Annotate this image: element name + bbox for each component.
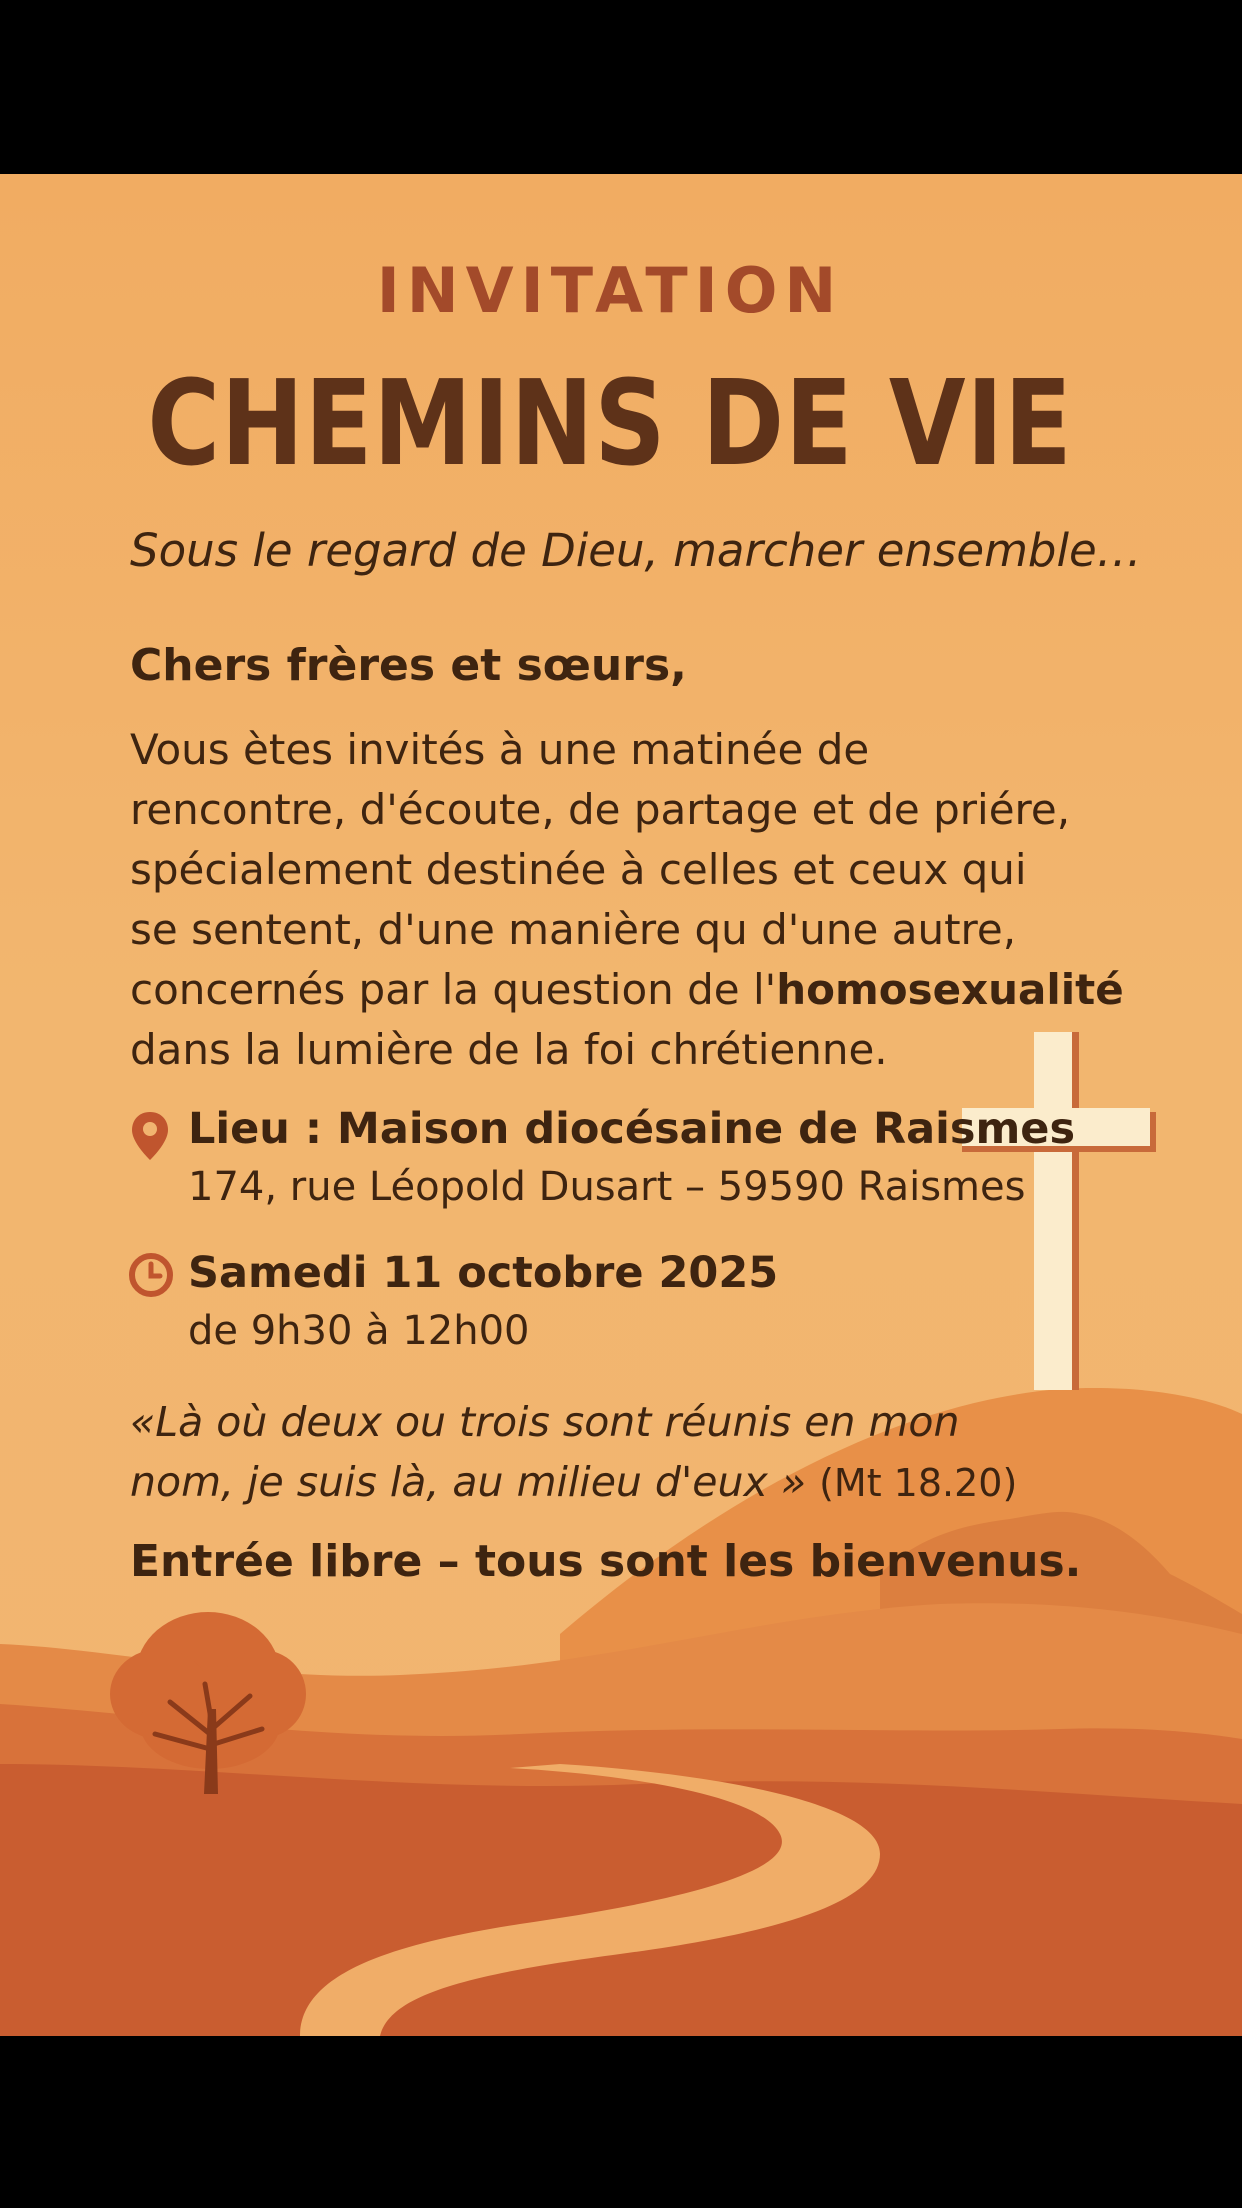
clock-icon <box>128 1252 174 1298</box>
event-time: de 9h30 à 12h00 <box>188 1308 530 1354</box>
welcome-note: Entrée libre – tous sont les bienvenus. <box>130 1536 1082 1587</box>
invitation-poster <box>0 174 1242 2036</box>
emphasis-word: homosexualité <box>776 965 1124 1014</box>
greeting: Chers frères et sœurs, <box>130 640 687 691</box>
subtitle: Sous le regard de Dieu, marcher ensemble… <box>130 524 1142 577</box>
body-line-emphasis <box>130 960 1124 1020</box>
cross-icon <box>962 1032 1156 1390</box>
map-pin-icon <box>130 1110 170 1162</box>
letterbox-bottom <box>0 2036 1242 2208</box>
location-address: 174, rue Léopold Dusart – 59590 Raismes <box>188 1164 1026 1210</box>
quote-line: «Là où deux ou trois sont réunis en mon <box>130 1398 960 1446</box>
body-line: rencontre, d'écoute, de partage et de priére, <box>130 785 1071 834</box>
body-line: Vous ètes invités à une matinée de <box>130 725 870 774</box>
location-title: Lieu : Maison diocésaine de Raismes <box>188 1104 1076 1154</box>
bible-quote <box>130 1392 1017 1513</box>
letterbox-top <box>0 0 1242 174</box>
body-line: se sentent, d'une manière qu d'une autre, <box>130 905 1017 954</box>
quote-reference: (Mt 18.20) <box>819 1461 1018 1505</box>
quote-line <box>130 1452 1017 1513</box>
invitation-text <box>130 720 1124 1080</box>
page-title: CHEMINS DE VIE <box>147 354 1073 492</box>
body-line: dans la lumière de la foi chrétienne. <box>130 1025 888 1074</box>
kicker-label: INVITATION <box>376 254 844 327</box>
quote-text: nom, je suis là, au milieu d'eux » <box>130 1458 807 1506</box>
body-line-prefix: concernés par la question de l' <box>130 965 777 1014</box>
event-date: Samedi 11 octobre 2025 <box>188 1248 779 1298</box>
body-line: spécialement destinée à celles et ceux qui <box>130 845 1027 894</box>
